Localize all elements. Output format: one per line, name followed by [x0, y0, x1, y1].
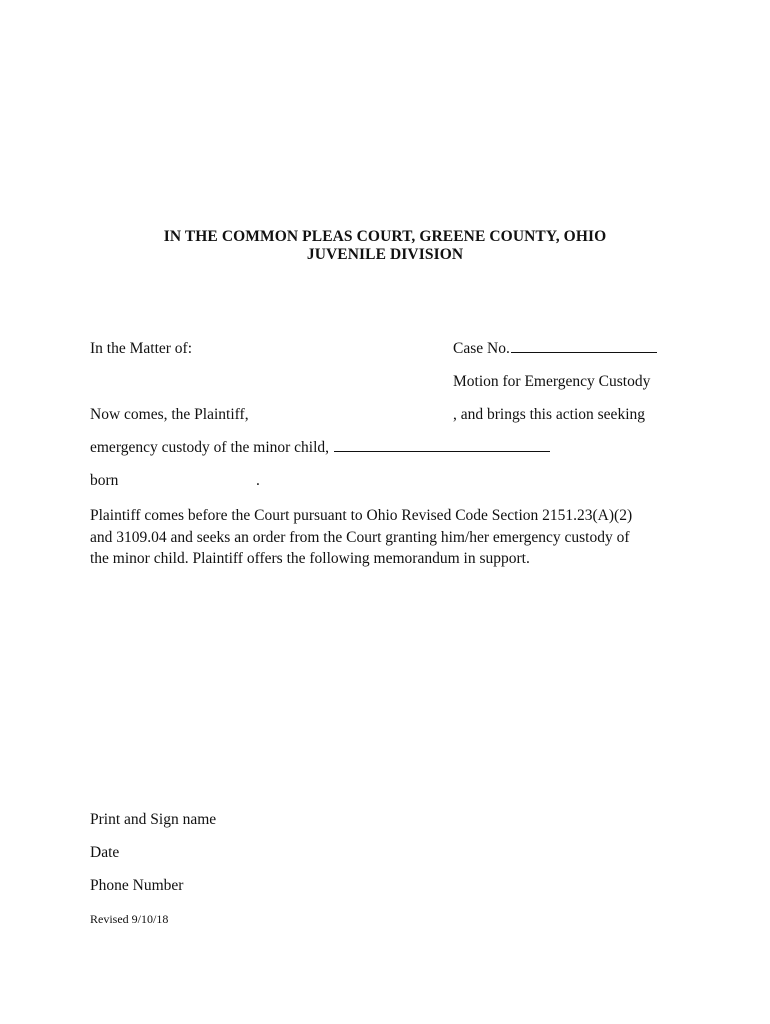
matter-label: In the Matter of: — [90, 340, 193, 357]
paragraph-line-2: and 3109.04 and seeks an order from the Court granting him/her emergency custody of — [90, 528, 630, 546]
date-label: Date — [90, 844, 120, 861]
print-sign-name-label: Print and Sign name — [90, 811, 217, 828]
paragraph-line-3: the minor child. Plaintiff offers the following memorandum in support. — [90, 550, 530, 567]
born-period: . — [256, 472, 260, 489]
emergency-custody-field[interactable] — [90, 439, 550, 457]
paragraph-line-1: Plaintiff comes before the Court pursuant to Ohio Revised Code Section 2151.23(A)(2) — [90, 507, 633, 524]
court-heading: IN THE COMMON PLEAS COURT, GREENE COUNTY, OHIO — [163, 228, 607, 245]
emergency-custody-label: emergency custody of the minor child, — [90, 439, 330, 456]
now-comes-label: Now comes, the Plaintiff, — [90, 406, 249, 423]
born-label: born — [90, 472, 119, 489]
plaintiff-name-field[interactable] — [290, 406, 450, 424]
division-heading: JUVENILE DIVISION — [306, 246, 464, 263]
case-number-blank[interactable] — [511, 351, 657, 353]
child-name-blank[interactable] — [334, 450, 550, 452]
brings-action-text: , and brings this action seeking — [453, 406, 645, 423]
phone-number-label: Phone Number — [90, 877, 184, 894]
motion-title: Motion for Emergency Custody — [453, 373, 651, 390]
case-number-field[interactable] — [453, 340, 657, 358]
motion-paragraph — [90, 505, 690, 570]
born-date-field[interactable] — [135, 472, 250, 490]
case-number-label: Case No. — [453, 340, 510, 357]
revised-date: Revised 9/10/18 — [90, 912, 169, 926]
